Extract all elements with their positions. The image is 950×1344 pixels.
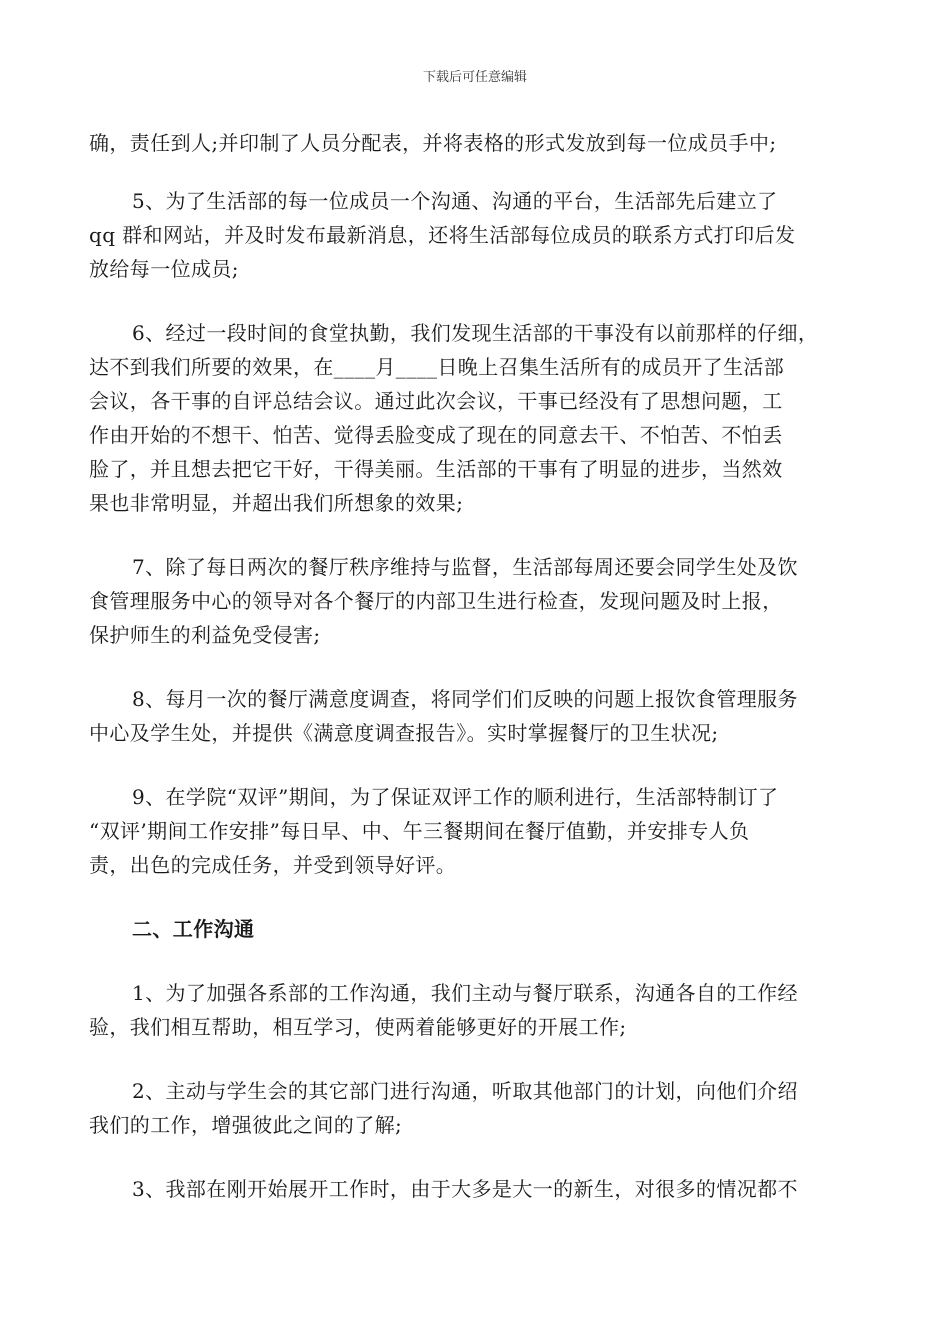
body-line: 确，责任到人;并印制了人员分配表，并将表格的形式发放到每一位成员手中;: [89, 131, 777, 155]
body-line: 达不到我们所要的效果，在____月____日晚上召集生活所有的成员开了生活部: [89, 355, 785, 379]
body-line: 中心及学生处，并提供《满意度调查报告》。实时掌握餐厅的卫生状况;: [89, 721, 719, 745]
page-header: 下载后可任意编辑: [422, 70, 527, 85]
body-line: qq 群和网站，并及时发布最新消息，还将生活部每位成员的联系方式打印后发: [89, 223, 796, 247]
body-line: 保护师生的利益免受侵害;: [89, 623, 321, 647]
body-line: 2、主动与学生会的其它部门进行沟通，听取其他部门的计划，向他们介绍: [132, 1079, 798, 1103]
body-line: 9、在学院“双评”期间，为了保证双评工作的顺利进行，生活部特制订了: [132, 785, 779, 809]
body-line: 果也非常明显，并超出我们所想象的效果;: [89, 491, 464, 515]
section-heading: 二、工作沟通: [132, 917, 255, 941]
body-line: 8、每月一次的餐厅满意度调查，将同学们们反映的问题上报饮食管理服务: [132, 687, 798, 711]
body-line: 责，出色的完成任务，并受到领导好评。: [89, 853, 457, 877]
body-line: 放给每一位成员;: [89, 257, 239, 281]
body-line: 5、为了生活部的每一位成员一个沟通、沟通的平台，生活部先后建立了: [132, 189, 778, 213]
body-line: 脸了，并且想去把它干好，干得美丽。生活部的干事有了明显的进步，当然效: [89, 457, 783, 481]
body-line: 验，我们相互帮助，相互学习，使两着能够更好的开展工作;: [89, 1015, 627, 1039]
body-line: “双评’期间工作安排”每日早、中、午三餐期间在餐厅值勤，并安排专人负: [89, 819, 750, 843]
body-line: 会议，各干事的自评总结会议。通过此次会议，干事已经没有了思想问题，工: [89, 389, 783, 413]
body-line: 3、我部在刚开始展开工作时，由于大多是大一的新生，对很多的情况都不: [132, 1177, 798, 1201]
body-line: 作由开始的不想干、怕苦、觉得丢脸变成了现在的同意去干、不怕苦、不怕丢: [89, 423, 783, 447]
body-line: 食管理服务中心的领导对各个餐厅的内部卫生进行检查，发现问题及时上报，: [89, 589, 783, 613]
body-line: 6、经过一段时间的食堂执勤，我们发现生活部的干事没有以前那样的仔细，: [132, 321, 819, 345]
body-line: 7、除了每日两次的餐厅秩序维持与监督，生活部每周还要会同学生处及饮: [132, 555, 798, 579]
body-line: 我们的工作，增强彼此之间的了解;: [89, 1113, 403, 1137]
body-line: 1、为了加强各系部的工作沟通，我们主动与餐厅联系，沟通各自的工作经: [132, 981, 798, 1005]
